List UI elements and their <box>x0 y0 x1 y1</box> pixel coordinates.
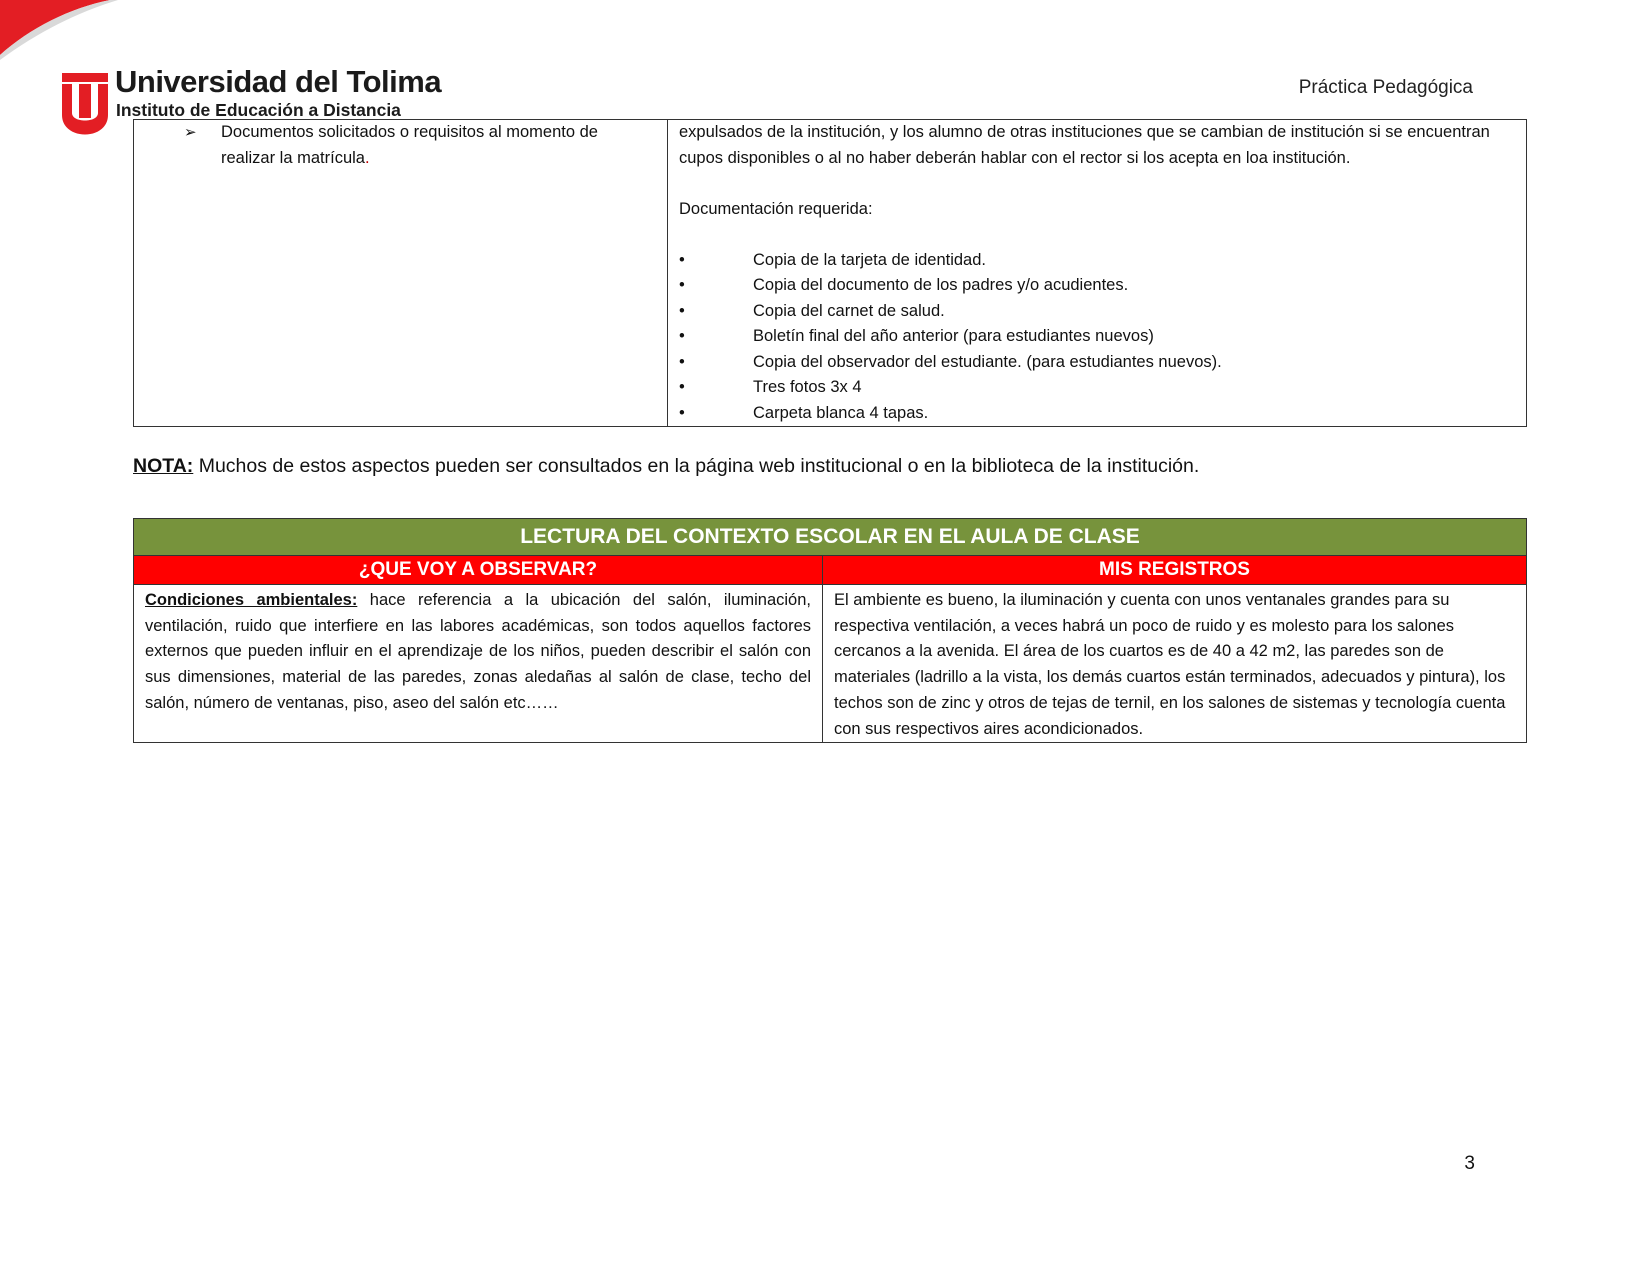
arrow-bullet-icon: ➢ <box>184 124 197 141</box>
document-item: Tres fotos 3x 4 <box>753 378 862 396</box>
column-header-observe: ¿QUE VOY A OBSERVAR? <box>134 556 823 585</box>
list-item <box>679 273 1514 299</box>
document-item: Copia del documento de los padres y/o acudientes. <box>753 276 1129 294</box>
right-intro-text: expulsados de la institución, y los alumno de otras instituciones que se cambian de institución si se encuentran cupos disponibles o al no haber deberán hablar con el rector si los acepta en loa institución. <box>679 123 1490 167</box>
column-header-records: MIS REGISTROS <box>823 556 1527 585</box>
requirements-table <box>133 119 1527 427</box>
bullet-icon: • <box>679 378 685 396</box>
section-title: Práctica Pedagógica <box>1298 77 1473 98</box>
document-item: Copia del carnet de salud. <box>753 301 945 320</box>
bullet-icon: • <box>679 403 685 422</box>
bullet-icon: • <box>679 250 685 269</box>
document-item: Copia de la tarjeta de identidad. <box>753 250 986 269</box>
left-item-label: Documentos solicitados o requisitos al momento de realizar la matrícula <box>221 123 598 167</box>
corner-swoosh-decoration <box>0 0 120 60</box>
context-reading-table <box>133 518 1527 743</box>
bullet-icon: • <box>679 352 685 371</box>
observe-cell <box>134 585 823 743</box>
spacer <box>679 171 1514 197</box>
requirements-right-cell <box>668 120 1527 427</box>
list-item <box>679 401 1514 427</box>
table-row <box>134 519 1527 556</box>
list-item <box>679 350 1514 376</box>
table-row <box>134 556 1527 585</box>
note-text: Muchos de estos aspectos pueden ser consultados en la página web institucional o en la biblioteca de la institución. <box>193 455 1200 477</box>
table-row <box>134 585 1527 743</box>
list-item <box>679 324 1514 350</box>
left-item-end: . <box>364 148 370 167</box>
bullet-icon: • <box>679 276 685 294</box>
conditions-text: hace referencia a la ubicación del salón, iluminación, ventilación, ruido que interfiere en las labores académicas, son todos aquellos factores externos que pueden influir en el aprendizaje de los niños, pueden describir el salón con sus dimensiones, material de las paredes, zonas aledañas al salón de clase, techo del salón, número de ventanas, piso, aseo del salón etc…… <box>145 591 811 712</box>
document-item: Copia del observador del estudiante. (para estudiantes nuevos). <box>753 352 1222 371</box>
list-item <box>679 248 1514 274</box>
list-item <box>679 375 1514 401</box>
spacer <box>679 222 1514 248</box>
university-name: Universidad del Tolima <box>115 64 442 99</box>
conditions-label: Condiciones ambientales: <box>145 591 358 609</box>
doc-heading: Documentación requerida: <box>679 199 873 218</box>
bullet-icon: • <box>679 301 685 320</box>
table-row <box>134 120 1527 427</box>
list-item <box>134 120 667 171</box>
document-item: Boletín final del año anterior (para estudiantes nuevos) <box>753 327 1154 345</box>
note-paragraph <box>133 455 1199 478</box>
note-label: NOTA: <box>133 455 194 477</box>
list-item <box>679 299 1514 325</box>
requirements-left-cell <box>134 120 668 427</box>
document-item: Carpeta blanca 4 tapas. <box>753 403 929 422</box>
university-logo-icon <box>62 73 108 135</box>
page-number: 3 <box>1464 1153 1475 1174</box>
table-title: LECTURA DEL CONTEXTO ESCOLAR EN EL AULA DE CLASE <box>134 519 1527 556</box>
documents-list <box>679 248 1514 427</box>
left-item-text <box>221 120 655 171</box>
institute-name: Instituto de Educación a Distancia <box>116 100 401 120</box>
records-cell: El ambiente es bueno, la iluminación y cuenta con unos ventanales grandes para su respectiva ventilación, a veces habrá un poco de ruido y es molesto para los salones cercanos a la avenida. El área de los cuartos es de 40 a 42 m2, las paredes son de materiales (ladrillo a la vista, los demás cuartos están terminados, adecuados y pintura), los techos son de zinc y otros de tejas de ternil, en los salones de sistemas y tecnología cuenta con sus respectivos aires acondicionados. <box>823 585 1527 743</box>
bullet-icon: • <box>679 327 685 345</box>
